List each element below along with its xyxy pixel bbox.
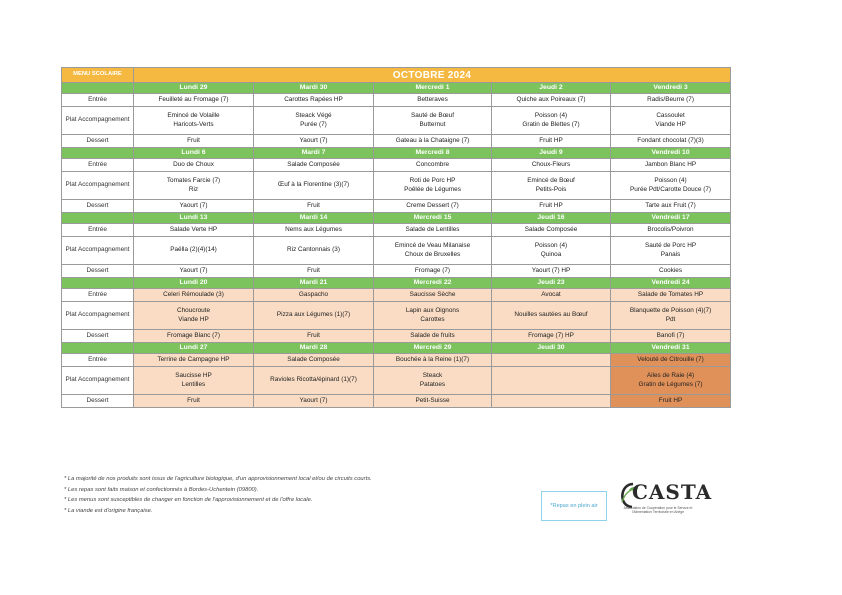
- entree-cell: Terrine de Campagne HP: [134, 354, 254, 367]
- entree-cell: Salade Composée: [254, 354, 374, 367]
- plat-cell: [254, 107, 374, 135]
- plat-cell: [492, 367, 611, 395]
- plat-cell: [134, 237, 254, 265]
- entree-row: [62, 289, 731, 302]
- day-header-row: [62, 343, 731, 354]
- plat-line: Œuf à la Florentine (3)(7): [277, 181, 350, 189]
- dessert-cell: Fromage (7) HP: [492, 330, 611, 343]
- plat-cell: [492, 237, 611, 265]
- day-header: Mercredi 1: [374, 83, 492, 94]
- plat-line: Emincé de Veau Milanaise: [394, 242, 471, 250]
- dessert-cell: Fruit: [254, 265, 374, 278]
- plat-line: Poêlée de Légumes: [404, 185, 461, 193]
- day-header: Mardi 14: [254, 213, 374, 224]
- dessert-cell: Fondant chocolat (7)(3): [611, 135, 731, 148]
- entree-cell: Brocolis/Poivron: [611, 224, 731, 237]
- entree-label: Entrée: [62, 224, 134, 237]
- day-header-blank: [62, 83, 134, 94]
- plat-cell: [374, 367, 492, 395]
- plat-line: Patatoes: [419, 380, 446, 388]
- entree-cell: Radis/Beurre (7): [611, 94, 731, 107]
- plat-line: Ailes de Raie (4): [646, 372, 695, 380]
- plat-line: Viande HP: [178, 315, 209, 323]
- plat-cell: [611, 302, 731, 330]
- weeks-body: [62, 83, 731, 408]
- dessert-cell: Fruit: [254, 330, 374, 343]
- dessert-cell: Fromage (7): [374, 265, 492, 278]
- day-header: Jeudi 2: [492, 83, 611, 94]
- dessert-cell: Fruit: [134, 135, 254, 148]
- plat-cell: [254, 367, 374, 395]
- plat-cell: [611, 107, 731, 135]
- day-header: Mardi 7: [254, 148, 374, 159]
- entree-cell: Betteraves: [374, 94, 492, 107]
- entree-cell: [492, 354, 611, 367]
- dessert-label: Dessert: [62, 135, 134, 148]
- plat-label: Plat Accompagnement: [62, 367, 134, 395]
- day-header-blank: [62, 278, 134, 289]
- outdoor-meal-text: *Repas en plein air: [550, 503, 598, 509]
- plat-line: Quinoa: [540, 250, 562, 258]
- day-header: Jeudi 16: [492, 213, 611, 224]
- entree-cell: Quiche aux Poireaux (7): [492, 94, 611, 107]
- day-header: Mercredi 15: [374, 213, 492, 224]
- day-header: Mercredi 29: [374, 343, 492, 354]
- dessert-cell: Petit-Suisse: [374, 395, 492, 408]
- plat-line: Pizza aux Légumes (1)(7): [276, 311, 351, 319]
- dessert-cell: Yaourt (7): [254, 395, 374, 408]
- dessert-row: [62, 330, 731, 343]
- plat-line: Sauté de Porc HP: [644, 242, 697, 250]
- casta-logo-word: CASTA: [632, 480, 713, 504]
- entree-cell: Bouchée à la Reine (1)(7): [374, 354, 492, 367]
- dessert-cell: Creme Dessert (7): [374, 200, 492, 213]
- day-header: Vendredi 24: [611, 278, 731, 289]
- day-header: Lundi 20: [134, 278, 254, 289]
- day-header: Vendredi 10: [611, 148, 731, 159]
- dessert-label: Dessert: [62, 330, 134, 343]
- plat-cell: [611, 172, 731, 200]
- plat-line: Panais: [660, 250, 681, 258]
- dessert-cell: Yaourt (7): [134, 200, 254, 213]
- plat-line: Viande HP: [655, 120, 686, 128]
- plat-line: Purée Pdt/Carotte Douce (7): [630, 185, 712, 193]
- dessert-cell: Banofi (7): [611, 330, 731, 343]
- plat-line: Lentilles: [181, 380, 206, 388]
- dessert-row: [62, 265, 731, 278]
- entree-cell: Jambon Blanc HP: [611, 159, 731, 172]
- plat-cell: [134, 172, 254, 200]
- day-header: Vendredi 31: [611, 343, 731, 354]
- day-header: Mardi 30: [254, 83, 374, 94]
- dessert-cell: Fromage Blanc (7): [134, 330, 254, 343]
- plat-label: Plat Accompagnement: [62, 107, 134, 135]
- plat-label: Plat Accompagnement: [62, 172, 134, 200]
- plat-line: Riz Cantonnais (3): [287, 246, 340, 254]
- day-header: Jeudi 30: [492, 343, 611, 354]
- dessert-cell: Fruit HP: [492, 200, 611, 213]
- footnote: * Les repas sont faits maison et confectionnés à Bordes-Uchentein (09800).: [64, 485, 372, 496]
- dessert-label: Dessert: [62, 395, 134, 408]
- entree-label: Entrée: [62, 159, 134, 172]
- plat-cell: [492, 302, 611, 330]
- entree-cell: Velouté de Citrouille (7): [611, 354, 731, 367]
- day-header: Mardi 28: [254, 343, 374, 354]
- dessert-cell: Cookies: [611, 265, 731, 278]
- footnote: * La majorité de nos produits sont issus de l'agriculture biologique, d'un approvisionnement local et/ou de circuits courts.: [64, 474, 372, 485]
- plat-line: Poisson (4): [534, 242, 568, 250]
- plat-line: Choux de Bruxelles: [404, 250, 461, 258]
- plat-cell: [611, 367, 731, 395]
- day-header: Vendredi 3: [611, 83, 731, 94]
- entree-cell: Nems aux Légumes: [254, 224, 374, 237]
- plat-line: Ravioles Ricotta/épinard (1)(7): [270, 376, 357, 384]
- month-title: OCTOBRE 2024: [134, 68, 731, 83]
- day-header: Mercredi 8: [374, 148, 492, 159]
- plat-line: Gratin de Blettes (7): [522, 120, 580, 128]
- dessert-cell: Fruit: [134, 395, 254, 408]
- plat-row: [62, 172, 731, 200]
- dessert-cell: Yaourt (7): [134, 265, 254, 278]
- plat-line: Carottes: [420, 315, 445, 323]
- dessert-row: [62, 395, 731, 408]
- plat-line: Steack: [422, 372, 443, 380]
- plat-label: Plat Accompagnement: [62, 237, 134, 265]
- day-header: Mercredi 22: [374, 278, 492, 289]
- plat-label: Plat Accompagnement: [62, 302, 134, 330]
- entree-cell: Feuilleté au Fromage (7): [134, 94, 254, 107]
- day-header: Lundi 27: [134, 343, 254, 354]
- outdoor-meal-badge: [541, 491, 607, 521]
- day-header: Lundi 29: [134, 83, 254, 94]
- entree-cell: Salade Composée: [492, 224, 611, 237]
- plat-cell: [254, 172, 374, 200]
- plat-row: [62, 367, 731, 395]
- entree-cell: Gaspacho: [254, 289, 374, 302]
- plat-line: Poisson (4): [654, 177, 687, 185]
- dessert-cell: Gateau à la Chataigne (7): [374, 135, 492, 148]
- dessert-cell: Tarte aux Fruit (7): [611, 200, 731, 213]
- dessert-cell: Fruit: [254, 200, 374, 213]
- footnotes: [64, 474, 372, 516]
- footnote: * La viande est d'origine française.: [64, 506, 372, 517]
- plat-cell: [374, 172, 492, 200]
- plat-line: Emincé de Volaille: [167, 112, 220, 120]
- plat-line: Choucroute: [176, 307, 211, 315]
- plat-line: Sauté de Bœuf: [411, 112, 454, 120]
- plat-line: Tomates Farcie (7): [166, 177, 221, 185]
- menu-table: [61, 67, 731, 408]
- plat-line: Nouilles sautées au Bœuf: [514, 311, 588, 319]
- entree-cell: Saucisse Sèche: [374, 289, 492, 302]
- plat-line: Haricots-Verts: [173, 120, 214, 128]
- plat-row: [62, 237, 731, 265]
- entree-label: Entrée: [62, 289, 134, 302]
- dessert-cell: Fruit HP: [611, 395, 731, 408]
- entree-cell: Concombre: [374, 159, 492, 172]
- day-header: Jeudi 9: [492, 148, 611, 159]
- entree-row: [62, 354, 731, 367]
- plat-line: Riz: [188, 185, 199, 193]
- plat-line: Pdt: [665, 315, 676, 323]
- plat-line: Roti de Porc HP: [409, 177, 456, 185]
- plat-line: Purée (7): [300, 120, 327, 128]
- entree-label: Entrée: [62, 94, 134, 107]
- plat-cell: [134, 302, 254, 330]
- plat-cell: [374, 107, 492, 135]
- plat-line: Butternut: [419, 120, 446, 128]
- entree-cell: Choux-Fleurs: [492, 159, 611, 172]
- dessert-row: [62, 200, 731, 213]
- dessert-cell: Fruit HP: [492, 135, 611, 148]
- plat-cell: [611, 237, 731, 265]
- dessert-cell: Yaourt (7) HP: [492, 265, 611, 278]
- plat-row: [62, 302, 731, 330]
- entree-label: Entrée: [62, 354, 134, 367]
- dessert-cell: Salade de fruits: [374, 330, 492, 343]
- plat-cell: [374, 237, 492, 265]
- casta-logo-subtitle: Association de Coopération pour le Service et l'Alimentation Territoriale en Ariège: [623, 506, 693, 515]
- plat-line: Gratin de Légumes (7): [638, 380, 703, 388]
- day-header: Lundi 6: [134, 148, 254, 159]
- casta-logo: [614, 476, 713, 532]
- menu-label: MENU SCOLAIRE: [62, 68, 134, 83]
- plat-line: Cassoulet: [656, 112, 685, 120]
- footnote: * Les menus sont susceptibles de changer en fonction de l'approvisionnement et de l'offre locale.: [64, 495, 372, 506]
- plat-cell: [134, 107, 254, 135]
- entree-cell: Avocat: [492, 289, 611, 302]
- dessert-label: Dessert: [62, 200, 134, 213]
- plat-line: Blanquette de Poisson (4)(7): [629, 307, 712, 315]
- day-header: Lundi 13: [134, 213, 254, 224]
- entree-row: [62, 159, 731, 172]
- day-header-row: [62, 213, 731, 224]
- entree-cell: Salade de Tomates HP: [611, 289, 731, 302]
- plat-line: Saucisse HP: [175, 372, 212, 380]
- plat-line: Steack Végé: [295, 112, 332, 120]
- day-header: Mardi 21: [254, 278, 374, 289]
- entree-cell: Carottes Rapées HP: [254, 94, 374, 107]
- day-header: Jeudi 23: [492, 278, 611, 289]
- plat-line: Poisson (4): [534, 112, 568, 120]
- plat-row: [62, 107, 731, 135]
- entree-row: [62, 224, 731, 237]
- plat-cell: [374, 302, 492, 330]
- plat-cell: [254, 237, 374, 265]
- day-header-blank: [62, 213, 134, 224]
- title-row: [62, 68, 731, 83]
- entree-row: [62, 94, 731, 107]
- plat-cell: [254, 302, 374, 330]
- day-header-blank: [62, 343, 134, 354]
- day-header-row: [62, 278, 731, 289]
- entree-cell: Salade Composée: [254, 159, 374, 172]
- dessert-row: [62, 135, 731, 148]
- plat-cell: [492, 107, 611, 135]
- dessert-label: Dessert: [62, 265, 134, 278]
- day-header-blank: [62, 148, 134, 159]
- plat-line: Lapin aux Oignons: [405, 307, 460, 315]
- day-header: Vendredi 17: [611, 213, 731, 224]
- entree-cell: Celeri Rémoulade (3): [134, 289, 254, 302]
- entree-cell: Duo de Choux: [134, 159, 254, 172]
- dessert-cell: Yaourt (7): [254, 135, 374, 148]
- plat-line: Emincé de Bœuf: [527, 177, 575, 185]
- day-header-row: [62, 83, 731, 94]
- plat-line: Petits-Pois: [535, 185, 567, 193]
- entree-cell: Salade de Lentilles: [374, 224, 492, 237]
- plat-line: Paëlla (2)(4)(14): [170, 246, 217, 254]
- dessert-cell: [492, 395, 611, 408]
- entree-cell: Salade Verte HP: [134, 224, 254, 237]
- plat-cell: [492, 172, 611, 200]
- plat-cell: [134, 367, 254, 395]
- day-header-row: [62, 148, 731, 159]
